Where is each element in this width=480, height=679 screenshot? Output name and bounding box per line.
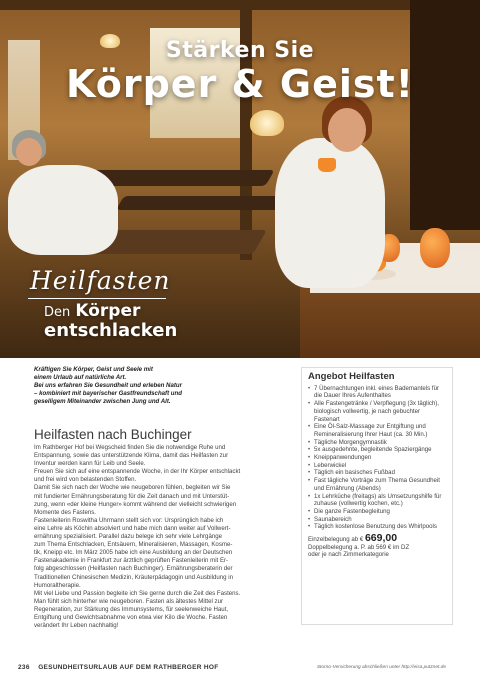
offer-item: • 7 Übernachtungen inkl. eines Bademantels für die Dauer Ihres Aufenthaltes [308, 385, 446, 400]
body-line: Regeneration, zur Stärkung des Immunsystems, für seelenweiche Haut, [34, 605, 229, 613]
offer-item: • Täglich ein basisches Fußbad [308, 469, 446, 477]
body-line: Mit viel Liebe und Passion begleite ich Sie gerne durch die Zeit des Fastens. [34, 589, 241, 597]
body-line: Fastenleiterin Roswitha Uhrmann stellt sich vor: Ursprünglich habe ich [34, 516, 224, 524]
body-line: zum Thema Entschlacken, Entsäuern, Mineralisieren, Massagen, Kosme- [34, 541, 233, 549]
offer-item: • Tägliche Morgengymnastik [308, 439, 446, 447]
body-line: Traditionellen Chinesischen Medizin, Kräuterpädagogin und Ausbildung in [34, 573, 233, 581]
heilfasten-script: Heilfasten [30, 266, 171, 295]
subtitle-koerper: Körper [75, 301, 141, 321]
body-line: Momente des Fastens. [34, 508, 96, 516]
intro-line: Bei uns erfahren Sie Gesundheit und erleben Natur [34, 382, 182, 389]
offer-item: • Eine Öl-Salz-Massage zur Entgiftung und Remineralisierung Ihrer Haut (ca. 30 Min.) [308, 423, 446, 438]
footer-title: GESUNDHEITSURLAUB AUF DEM RATHBERGER HOF [38, 664, 219, 671]
offer-item: • 5x ausgedehnte, begleitende Spaziergänge [308, 446, 446, 454]
body-line: Freuen Sie sich auf eine entspannende Woche, in der Ihr Körper entschlackt [34, 468, 241, 476]
body-line: Humoraltherapie. [34, 581, 81, 589]
body-line: ernährung spezialisiert. Parallel dazu belege ich sehr viele Lehrgänge [34, 533, 223, 541]
body-line: Man fühlt sich hinterher wie neugeboren. Fasten als ältestes Mittel zur [34, 597, 224, 605]
subtitle-den: Den [44, 305, 71, 320]
footer-title-block [18, 664, 218, 671]
offer-item: • Kneippanwendungen [308, 454, 446, 462]
heilfasten-underline [28, 298, 166, 299]
section-heading: Heilfasten nach Buchinger [34, 427, 192, 442]
price-single [308, 532, 446, 545]
intro-text [34, 366, 274, 406]
body-line: Inventur werden kann für Leib und Seele. [34, 460, 146, 468]
offer-item: • 1x Lehrküche (freitags) als Umsetzungshilfe für zuhause (vollwertig kochen, etc.) [308, 493, 446, 508]
hero-title-line2: Körper & Geist! [65, 62, 415, 106]
body-line: Damit Sie sich nach der Woche wie neugeboren fühlen, begleiten wir Sie [34, 484, 231, 492]
offer-item: • Alle Fastengetränke / Verpflegung (3x täglich), biologisch vollwertig, je nach gebuchter Fastenart [308, 400, 446, 423]
page-number: 236 [18, 664, 30, 671]
offer-item: • Saunabereich [308, 516, 446, 524]
body-line: zung, wenn «der kleine Hunger» kommt während der vielleicht schwierigen [34, 500, 237, 508]
body-line: Entgiftung und Gewichtsabnahme von etwa vier Kilo die Woche. Fasten [34, 613, 228, 621]
price-note: oder je nach Zimmerkategorie [308, 551, 389, 559]
body-line: folg abgeschlossen (Heilfasten nach Buchinger). Ernährungsberaterin der [34, 565, 233, 573]
price-block [308, 532, 446, 559]
offer-item: • Leberwickel [308, 462, 446, 470]
hero-title-line1: Stärken Sie [165, 38, 315, 63]
body-line: mit fundierter Ernährungsberatung für die Zeit danach und mit Unterstüt- [34, 492, 230, 500]
offer-box [301, 367, 453, 625]
body-line: und frei wird von belastenden Stoffen. [34, 476, 137, 484]
price-value: 669,00 [364, 532, 398, 545]
body-line: Im Rathberger Hof bei Wegscheid finden Sie die notwendige Ruhe und [34, 444, 226, 451]
body-line: Entspannung, sowie das unterstützende Klima, damit das Heilfasten zur [34, 452, 229, 460]
intro-line: – kombiniert mit bayerischer Gastfreundschaft und [34, 390, 182, 397]
body-line: verändert Ihr Leben nachhaltig! [34, 622, 119, 630]
intro-line: Kräftigen Sie Körper, Geist und Seele mit [34, 366, 153, 373]
intro-line: geselligem Miteinander zwischen Jung und Alt. [34, 398, 171, 405]
price-prefix: Einzelbelegung ab € [308, 536, 364, 544]
offer-title: Angebot Heilfasten [308, 371, 395, 382]
body-line: tik, Kneipp etc. Im März 2005 habe ich eine Ausbildung an der Deutschen [34, 549, 233, 557]
offer-item: • Fast tägliche Vorträge zum Thema Gesundheit und Ernährung (Abends) [308, 477, 446, 492]
subtitle-entschlacken: entschlacken [44, 320, 178, 341]
intro-line: einem Urlaub auf natürliche Art. [34, 374, 127, 381]
offer-item: • Die ganze Fastenbegleitung [308, 508, 446, 516]
body-line: eine Lehre als Köchin absolviert und habe mich dann weiter auf Vollwert- [34, 524, 231, 532]
body-text [34, 444, 274, 630]
offer-item: • Täglich kostenlose Benutzung des Whirlpools [308, 523, 446, 531]
offer-list [308, 385, 446, 531]
body-line: Fastenakademie in Frankfurt zur ärztlich geprüften Fastenleiterin mit Er- [34, 557, 229, 565]
price-double: Doppelbelegung a. P. ab 569 € im DZ [308, 543, 410, 551]
subtitle-block [44, 303, 177, 340]
footer-note: Storno-Versicherung abschließen unter http://eisa.putznet.de [316, 665, 446, 670]
